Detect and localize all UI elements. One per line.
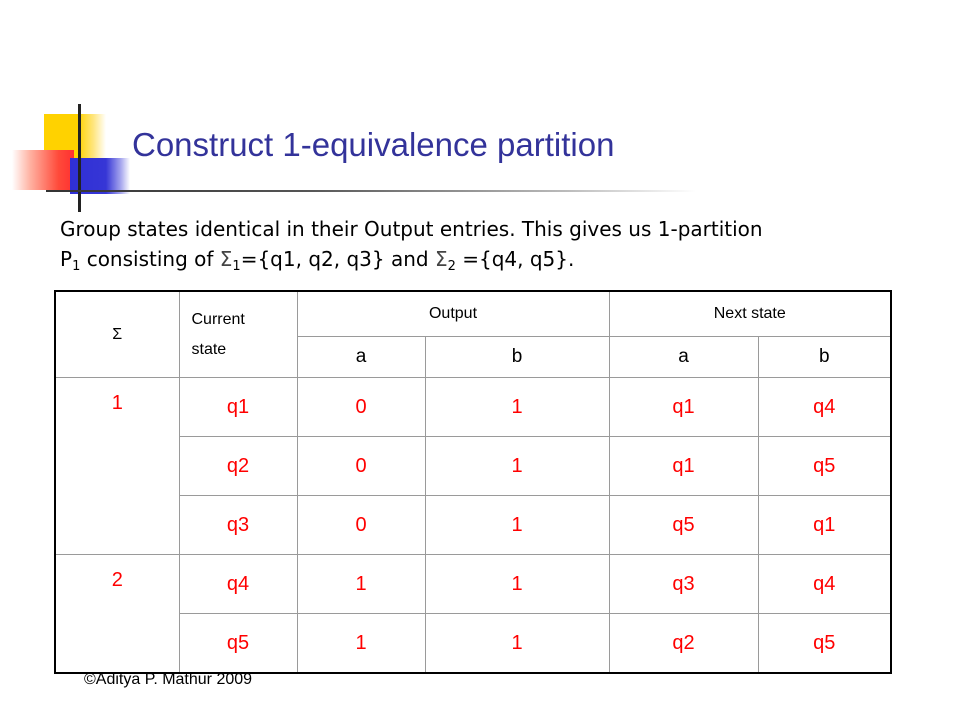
next-a-cell: q3 — [609, 555, 758, 614]
p-letter: P — [60, 247, 73, 271]
current-state-header-line1: Current — [191, 310, 245, 328]
output-a-cell: 1 — [297, 614, 425, 674]
state-cell: q1 — [179, 378, 297, 437]
next-b-cell: q5 — [758, 614, 891, 674]
output-b-cell: 1 — [425, 496, 609, 555]
table-header-row-1 — [55, 291, 891, 337]
next-b-cell: q1 — [758, 496, 891, 555]
next-a-cell: q1 — [609, 378, 758, 437]
slide-title: Construct 1-equivalence partition — [132, 126, 615, 163]
group-label: 2 — [55, 555, 179, 674]
decor-red-bar — [12, 150, 74, 190]
next-a-cell: q5 — [609, 496, 758, 555]
next-b-cell: q4 — [758, 378, 891, 437]
current-state-header-line2: state — [191, 340, 227, 358]
slide-body-text — [60, 214, 920, 282]
copyright-footer: ©Aditya P. Mathur 2009 — [84, 671, 253, 688]
next-b-cell: q5 — [758, 437, 891, 496]
output-a-cell: 0 — [297, 437, 425, 496]
state-table — [54, 290, 892, 674]
output-header: Output — [297, 291, 609, 337]
next-a-header: a — [609, 337, 758, 378]
body-line-1: Group states identical in their Output entries. This gives us 1-partition — [60, 217, 763, 241]
output-a-cell: 0 — [297, 496, 425, 555]
output-b-cell: 1 — [425, 555, 609, 614]
table-row — [55, 555, 891, 614]
next-a-cell: q1 — [609, 437, 758, 496]
sigma-symbol-2: Σ — [434, 247, 448, 271]
state-cell: q2 — [179, 437, 297, 496]
group-label: 1 — [55, 378, 179, 555]
table-row — [55, 378, 891, 437]
sigma2-subscript: 2 — [447, 259, 456, 274]
current-state-header — [179, 291, 297, 378]
p-subscript: 1 — [72, 259, 81, 274]
sigma1-subscript: 1 — [232, 259, 241, 274]
decor-vertical-line — [78, 104, 81, 212]
output-b-header: b — [425, 337, 609, 378]
output-b-cell: 1 — [425, 614, 609, 674]
output-b-cell: 1 — [425, 437, 609, 496]
output-b-cell: 1 — [425, 378, 609, 437]
state-cell: q5 — [179, 614, 297, 674]
output-a-header: a — [297, 337, 425, 378]
sigma-header: Σ — [55, 291, 179, 378]
next-a-cell: q2 — [609, 614, 758, 674]
next-b-header: b — [758, 337, 891, 378]
output-a-cell: 0 — [297, 378, 425, 437]
state-cell: q4 — [179, 555, 297, 614]
table-row — [55, 496, 891, 555]
state-cell: q3 — [179, 496, 297, 555]
table-row — [55, 614, 891, 674]
next-state-header: Next state — [609, 291, 891, 337]
output-a-cell: 1 — [297, 555, 425, 614]
title-underline — [46, 190, 696, 192]
consisting-of-text: consisting of — [80, 247, 220, 271]
next-b-cell: q4 — [758, 555, 891, 614]
set1-text: ={q1, q2, q3} and — [240, 247, 435, 271]
table-row — [55, 437, 891, 496]
sigma-symbol-1: Σ — [219, 247, 233, 271]
set2-text: ={q4, q5}. — [455, 247, 575, 271]
